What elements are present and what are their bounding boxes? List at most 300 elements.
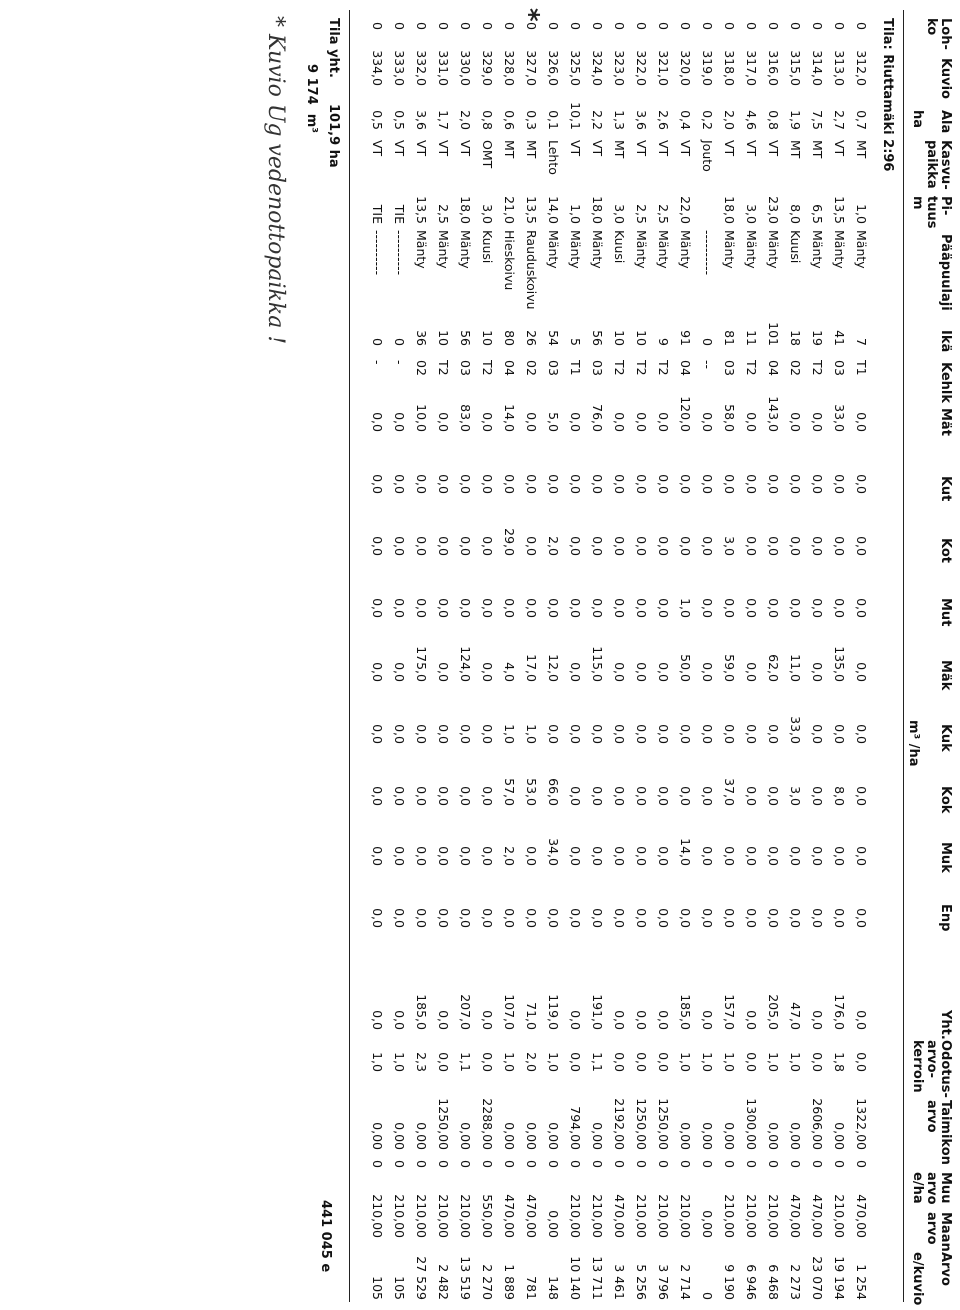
- cell-odotus: 1,0: [502, 1052, 517, 1072]
- totals-value: 441 045 e: [318, 1200, 333, 1273]
- cell-maan: 210,00: [590, 1194, 605, 1238]
- cell-mat: 76,0: [590, 404, 605, 432]
- cell-odotus: 0,0: [810, 1052, 825, 1072]
- cell-mat: 0,0: [612, 412, 627, 432]
- cell-yht: 185,0: [678, 994, 693, 1030]
- cell-muu: 0: [766, 1160, 781, 1168]
- cell-ika: 0: [370, 338, 385, 346]
- cell-maan: 550,00: [480, 1194, 495, 1238]
- cell-muu: 0: [436, 1160, 451, 1168]
- cell-muk: 0,0: [810, 846, 825, 866]
- table-row: [498, 0, 520, 1310]
- cell-kasvupaikka: VT: [370, 140, 385, 157]
- cell-odotus: 1,0: [722, 1052, 737, 1072]
- cell-odotus: 0,0: [480, 1052, 495, 1072]
- cell-paapuulaji: Mänty: [722, 230, 737, 269]
- cell-odotus: 1,0: [678, 1052, 693, 1072]
- cell-kot: 3,0: [722, 536, 737, 556]
- cell-mak: 0,0: [700, 662, 715, 682]
- cell-yht: 0,0: [612, 1010, 627, 1030]
- cell-lohko: 0: [656, 22, 671, 30]
- cell-kuvio: 333,0: [392, 50, 407, 86]
- cell-muu: 0: [414, 1160, 429, 1168]
- cell-kok: 8,0: [832, 786, 847, 806]
- cell-odotus: 0,0: [612, 1052, 627, 1072]
- cell-muu: 0: [656, 1160, 671, 1168]
- cell-kot: 0,0: [370, 536, 385, 556]
- header-yht: Yht.: [938, 1010, 953, 1040]
- cell-mat: 0,0: [854, 412, 869, 432]
- cell-kot: 0,0: [766, 536, 781, 556]
- cell-kot: 0,0: [392, 536, 407, 556]
- cell-enp: 0,0: [634, 908, 649, 928]
- cell-mak: 0,0: [568, 662, 583, 682]
- cell-kuvio: 326,0: [546, 50, 561, 86]
- cell-kuvio: 328,0: [502, 50, 517, 86]
- cell-ala: 1,9: [788, 110, 803, 130]
- cell-muu: 0: [810, 1160, 825, 1168]
- cell-maan: 210,00: [744, 1194, 759, 1238]
- cell-taimikon: 0,00: [590, 1122, 605, 1150]
- cell-kut: 0,0: [480, 474, 495, 494]
- cell-kot: 0,0: [414, 536, 429, 556]
- cell-muu: 0: [612, 1160, 627, 1168]
- cell-pituus: 2,5: [656, 204, 671, 224]
- cell-odotus: 0,0: [634, 1052, 649, 1072]
- cell-kasvupaikka: VT: [656, 140, 671, 157]
- cell-kuk: 0,0: [590, 724, 605, 744]
- header-kok: Kok: [938, 786, 953, 814]
- cell-kot: 0,0: [810, 536, 825, 556]
- cell-ika: 0: [700, 338, 715, 346]
- cell-muk: 0,0: [722, 846, 737, 866]
- cell-muk: 0,0: [458, 846, 473, 866]
- cell-lohko: 0: [634, 22, 649, 30]
- cell-odotus: 1,0: [370, 1052, 385, 1072]
- cell-kuk: 0,0: [370, 724, 385, 744]
- cell-mak: 175,0: [414, 646, 429, 682]
- cell-yht: 0,0: [568, 1010, 583, 1030]
- cell-mak: 124,0: [458, 646, 473, 682]
- cell-kasvupaikka: MT: [810, 140, 825, 159]
- table-row: [850, 0, 872, 1310]
- cell-kok: 0,0: [480, 786, 495, 806]
- cell-kut: 0,0: [766, 474, 781, 494]
- cell-kok: 0,0: [590, 786, 605, 806]
- cell-paapuulaji: Mänty: [832, 230, 847, 269]
- cell-pituus: TIE: [392, 204, 407, 224]
- cell-odotus: 0,0: [568, 1052, 583, 1072]
- cell-kehitysluokka: 04: [502, 360, 517, 376]
- cell-pituus: 13,5: [832, 196, 847, 224]
- cell-kot: 0,0: [458, 536, 473, 556]
- cell-mut: 0,0: [832, 598, 847, 618]
- cell-muu: 0: [392, 1160, 407, 1168]
- cell-maan: 210,00: [392, 1194, 407, 1238]
- cell-yht: 207,0: [458, 994, 473, 1030]
- cell-kuvio: 321,0: [656, 50, 671, 86]
- cell-ika: 41: [832, 330, 847, 346]
- cell-kut: 0,0: [634, 474, 649, 494]
- cell-ika: 56: [590, 330, 605, 346]
- cell-arvo: 105: [392, 1276, 407, 1300]
- cell-kot: 0,0: [678, 536, 693, 556]
- cell-kasvupaikka: OMT: [480, 140, 495, 169]
- cell-pituus: 13,5: [524, 196, 539, 224]
- cell-lohko: 0: [436, 22, 451, 30]
- cell-mut: 0,0: [502, 598, 517, 618]
- cell-lohko: 0: [392, 22, 407, 30]
- cell-arvo: 10 140: [568, 1256, 583, 1300]
- cell-kot: 0,0: [590, 536, 605, 556]
- cell-mat: 0,0: [656, 412, 671, 432]
- cell-taimikon: 0,00: [546, 1122, 561, 1150]
- cell-odotus: 1,1: [458, 1052, 473, 1072]
- cell-mak: 12,0: [546, 654, 561, 682]
- cell-lohko: 0: [546, 22, 561, 30]
- cell-enp: 0,0: [436, 908, 451, 928]
- cell-kuvio: 313,0: [832, 50, 847, 86]
- cell-muk: 0,0: [788, 846, 803, 866]
- cell-kuk: 0,0: [744, 724, 759, 744]
- cell-muu: 0: [546, 1160, 561, 1168]
- cell-mat: 14,0: [502, 404, 517, 432]
- table-row: [828, 0, 850, 1310]
- cell-kehitysluokka: 04: [766, 360, 781, 376]
- cell-yht: 191,0: [590, 994, 605, 1030]
- cell-kehitysluokka: -: [392, 360, 407, 365]
- cell-paapuulaji: Mänty: [590, 230, 605, 269]
- cell-kuvio: 320,0: [678, 50, 693, 86]
- cell-paapuulaji: Mänty: [656, 230, 671, 269]
- cell-lohko: 0: [832, 22, 847, 30]
- cell-maan: 470,00: [502, 1194, 517, 1238]
- cell-enp: 0,0: [502, 908, 517, 928]
- header-lohko: Loh- ko: [924, 18, 953, 50]
- cell-kok: 57,0: [502, 778, 517, 806]
- cell-kot: 0,0: [744, 536, 759, 556]
- cell-mut: 0,0: [744, 598, 759, 618]
- cell-mat: 120,0: [678, 396, 693, 432]
- cell-kasvupaikka: VT: [414, 140, 429, 157]
- cell-muu: 0: [832, 1160, 847, 1168]
- cell-kuk: 0,0: [678, 724, 693, 744]
- cell-arvo: 5 256: [634, 1264, 649, 1300]
- cell-mat: 5,0: [546, 412, 561, 432]
- cell-arvo: 23 070: [810, 1256, 825, 1300]
- cell-mak: 4,0: [502, 662, 517, 682]
- cell-lohko: 0: [810, 22, 825, 30]
- cell-lohko: 0: [524, 22, 539, 30]
- table-row: [586, 0, 608, 1310]
- cell-paapuulaji: Mänty: [766, 230, 781, 269]
- cell-enp: 0,0: [480, 908, 495, 928]
- cell-kut: 0,0: [678, 474, 693, 494]
- header-ika: Ikä: [938, 330, 953, 353]
- cell-mut: 0,0: [436, 598, 451, 618]
- cell-kuvio: 314,0: [810, 50, 825, 86]
- cell-paapuulaji: Kuusi: [612, 230, 627, 264]
- cell-taimikon: 794,00: [568, 1106, 583, 1150]
- header-pituus: Pi- tuus m: [910, 196, 953, 229]
- cell-kuvio: 329,0: [480, 50, 495, 86]
- cell-ika: 9: [656, 338, 671, 346]
- table-row: [476, 0, 498, 1310]
- cell-kot: 0,0: [480, 536, 495, 556]
- cell-ala: 4,6: [744, 110, 759, 130]
- cell-kut: 0,0: [370, 474, 385, 494]
- cell-muk: 34,0: [546, 838, 561, 866]
- cell-maan: 210,00: [766, 1194, 781, 1238]
- cell-kehitysluokka: 03: [722, 360, 737, 376]
- cell-muk: 0,0: [590, 846, 605, 866]
- cell-ika: 80: [502, 330, 517, 346]
- header-kehitys: Kehlk: [938, 362, 953, 404]
- cell-ika: 10: [612, 330, 627, 346]
- cell-kasvupaikka: VT: [744, 140, 759, 157]
- cell-lohko: 0: [678, 22, 693, 30]
- cell-enp: 0,0: [854, 908, 869, 928]
- cell-mat: 83,0: [458, 404, 473, 432]
- cell-enp: 0,0: [524, 908, 539, 928]
- cell-muu: 0: [524, 1160, 539, 1168]
- cell-arvo: 3 796: [656, 1264, 671, 1300]
- cell-kasvupaikka: MT: [612, 140, 627, 159]
- cell-mat: 0,0: [370, 412, 385, 432]
- cell-maan: 210,00: [634, 1194, 649, 1238]
- cell-mat: 0,0: [480, 412, 495, 432]
- cell-enp: 0,0: [700, 908, 715, 928]
- cell-muk: 0,0: [414, 846, 429, 866]
- cell-ala: 0,4: [678, 110, 693, 130]
- cell-kuk: 33,0: [788, 716, 803, 744]
- cell-ala: 1,3: [612, 110, 627, 130]
- cell-kot: 0,0: [854, 536, 869, 556]
- cell-mat: 33,0: [832, 404, 847, 432]
- cell-kehitysluokka: T2: [612, 360, 627, 376]
- cell-paapuulaji: ----------: [392, 230, 407, 276]
- cell-mat: 0,0: [788, 412, 803, 432]
- cell-kut: 0,0: [502, 474, 517, 494]
- cell-mak: 135,0: [832, 646, 847, 682]
- cell-mut: 1,0: [678, 598, 693, 618]
- cell-taimikon: 0,00: [502, 1122, 517, 1150]
- cell-kut: 0,0: [788, 474, 803, 494]
- cell-yht: 47,0: [788, 1002, 803, 1030]
- header-enp: Enp: [938, 904, 953, 932]
- cell-muk: 0,0: [832, 846, 847, 866]
- cell-kasvupaikka: VT: [590, 140, 605, 157]
- cell-ala: 0,8: [766, 110, 781, 130]
- cell-kasvupaikka: MT: [854, 140, 869, 159]
- cell-taimikon: 0,00: [722, 1122, 737, 1150]
- cell-paapuulaji: Mänty: [744, 230, 759, 269]
- cell-pituus: 18,0: [458, 196, 473, 224]
- cell-kut: 0,0: [722, 474, 737, 494]
- table-row: [564, 0, 586, 1310]
- header-taimikon: Taimikon arvo: [924, 1100, 953, 1165]
- cell-kasvupaikka: VT: [458, 140, 473, 157]
- cell-mat: 0,0: [392, 412, 407, 432]
- cell-mut: 0,0: [700, 598, 715, 618]
- cell-kehitysluokka: 03: [832, 360, 847, 376]
- cell-muk: 0,0: [568, 846, 583, 866]
- cell-arvo: 2 714: [678, 1264, 693, 1300]
- cell-kot: 2,0: [546, 536, 561, 556]
- cell-mak: 0,0: [634, 662, 649, 682]
- cell-taimikon: 0,00: [678, 1122, 693, 1150]
- cell-kut: 0,0: [744, 474, 759, 494]
- cell-lohko: 0: [458, 22, 473, 30]
- cell-paapuulaji: Kuusi: [788, 230, 803, 264]
- cell-mak: 0,0: [392, 662, 407, 682]
- cell-kut: 0,0: [810, 474, 825, 494]
- cell-arvo: 6 468: [766, 1264, 781, 1300]
- cell-ala: 0,8: [480, 110, 495, 130]
- cell-ika: 36: [414, 330, 429, 346]
- cell-mut: 0,0: [590, 598, 605, 618]
- cell-arvo: 148: [546, 1276, 561, 1300]
- cell-taimikon: 0,00: [832, 1122, 847, 1150]
- cell-pituus: 3,0: [612, 204, 627, 224]
- cell-yht: 0,0: [700, 1010, 715, 1030]
- cell-mut: 0,0: [612, 598, 627, 618]
- cell-yht: 0,0: [810, 1010, 825, 1030]
- cell-kot: 0,0: [612, 536, 627, 556]
- header-mut: Mut: [938, 598, 953, 627]
- cell-arvo: 0: [700, 1292, 715, 1300]
- cell-enp: 0,0: [370, 908, 385, 928]
- cell-ala: 1,7: [436, 110, 451, 130]
- cell-paapuulaji: Kuusi: [480, 230, 495, 264]
- cell-kuk: 0,0: [392, 724, 407, 744]
- cell-lohko: 0: [722, 22, 737, 30]
- header-kasvupaikka: Kasvu- paikka: [924, 140, 953, 190]
- cell-kok: 37,0: [722, 778, 737, 806]
- cell-lohko: 0: [480, 22, 495, 30]
- cell-ika: 19: [810, 330, 825, 346]
- cell-taimikon: 2192,00: [612, 1098, 627, 1150]
- cell-pituus: 22,0: [678, 196, 693, 224]
- cell-taimikon: 1300,00: [744, 1098, 759, 1150]
- cell-muk: 0,0: [700, 846, 715, 866]
- cell-mak: 11,0: [788, 654, 803, 682]
- cell-lohko: 0: [744, 22, 759, 30]
- cell-kok: 53,0: [524, 778, 539, 806]
- header-odotusarvo: Odotus- arvo- kerroin: [910, 1040, 953, 1098]
- table-row: [520, 0, 542, 1310]
- cell-kuk: 0,0: [722, 724, 737, 744]
- cell-maan: 210,00: [436, 1194, 451, 1238]
- cell-mat: 0,0: [634, 412, 649, 432]
- header-maan: Maan arvo: [924, 1212, 953, 1252]
- cell-kut: 0,0: [392, 474, 407, 494]
- cell-yht: 71,0: [524, 1002, 539, 1030]
- cell-kut: 0,0: [436, 474, 451, 494]
- cell-kok: 0,0: [436, 786, 451, 806]
- cell-kehitysluokka: T2: [436, 360, 451, 376]
- cell-maan: 470,00: [854, 1194, 869, 1238]
- cell-enp: 0,0: [832, 908, 847, 928]
- table-row: [806, 0, 828, 1310]
- cell-mut: 0,0: [656, 598, 671, 618]
- cell-lohko: 0: [766, 22, 781, 30]
- cell-arvo: 2 482: [436, 1264, 451, 1300]
- cell-kut: 0,0: [524, 474, 539, 494]
- cell-kasvupaikka: VT: [722, 140, 737, 157]
- cell-maan: 210,00: [832, 1194, 847, 1238]
- cell-arvo: 2 270: [480, 1264, 495, 1300]
- cell-muk: 2,0: [502, 846, 517, 866]
- cell-kasvupaikka: Jouto: [700, 140, 715, 172]
- cell-muk: 0,0: [766, 846, 781, 866]
- cell-enp: 0,0: [590, 908, 605, 928]
- cell-kuvio: 318,0: [722, 50, 737, 86]
- header-volume-unit: m³ /ha: [906, 720, 921, 767]
- cell-taimikon: 1322,00: [854, 1098, 869, 1150]
- cell-kasvupaikka: VT: [568, 140, 583, 157]
- cell-kuvio: 331,0: [436, 50, 451, 86]
- cell-taimikon: 2606,00: [810, 1098, 825, 1150]
- cell-enp: 0,0: [788, 908, 803, 928]
- cell-mut: 0,0: [370, 598, 385, 618]
- cell-kut: 0,0: [656, 474, 671, 494]
- cell-taimikon: 1250,00: [436, 1098, 451, 1150]
- cell-mut: 0,0: [722, 598, 737, 618]
- cell-pituus: 21,0: [502, 196, 517, 224]
- cell-kuvio: 317,0: [744, 50, 759, 86]
- cell-muu: 0: [370, 1160, 385, 1168]
- cell-enp: 0,0: [744, 908, 759, 928]
- cell-enp: 0,0: [612, 908, 627, 928]
- cell-pituus: 18,0: [590, 196, 605, 224]
- cell-arvo: 2 273: [788, 1264, 803, 1300]
- cell-yht: 0,0: [436, 1010, 451, 1030]
- totals-area: 101,9 ha: [326, 104, 341, 168]
- header-kot: Kot: [938, 538, 953, 563]
- cell-kuvio: 330,0: [458, 50, 473, 86]
- cell-maan: 210,00: [458, 1194, 473, 1238]
- cell-kehitysluokka: T2: [744, 360, 759, 376]
- table-row: [366, 0, 388, 1310]
- cell-yht: 0,0: [392, 1010, 407, 1030]
- cell-muu: 0: [744, 1160, 759, 1168]
- cell-pituus: 14,0: [546, 196, 561, 224]
- cell-mak: 115,0: [590, 646, 605, 682]
- cell-odotus: 1,0: [392, 1052, 407, 1072]
- cell-kuvio: 325,0: [568, 50, 583, 86]
- cell-ika: 10: [634, 330, 649, 346]
- cell-maan: 210,00: [414, 1194, 429, 1238]
- handwritten-note: * Kuvio Ug vedenottopaikka !: [263, 16, 288, 345]
- cell-maan: 210,00: [722, 1194, 737, 1238]
- cell-yht: 0,0: [854, 1010, 869, 1030]
- cell-lohko: 0: [414, 22, 429, 30]
- cell-mak: 59,0: [722, 654, 737, 682]
- cell-lohko: 0: [854, 22, 869, 30]
- cell-kok: 3,0: [788, 786, 803, 806]
- cell-kuvio: 323,0: [612, 50, 627, 86]
- cell-lohko: 0: [612, 22, 627, 30]
- cell-pituus: 1,0: [854, 204, 869, 224]
- cell-muu: 0: [854, 1160, 869, 1168]
- cell-kasvupaikka: VT: [832, 140, 847, 157]
- cell-enp: 0,0: [392, 908, 407, 928]
- cell-kut: 0,0: [414, 474, 429, 494]
- table-row: [674, 0, 696, 1310]
- cell-kok: 0,0: [700, 786, 715, 806]
- header-kuvio: Kuvio: [938, 58, 953, 99]
